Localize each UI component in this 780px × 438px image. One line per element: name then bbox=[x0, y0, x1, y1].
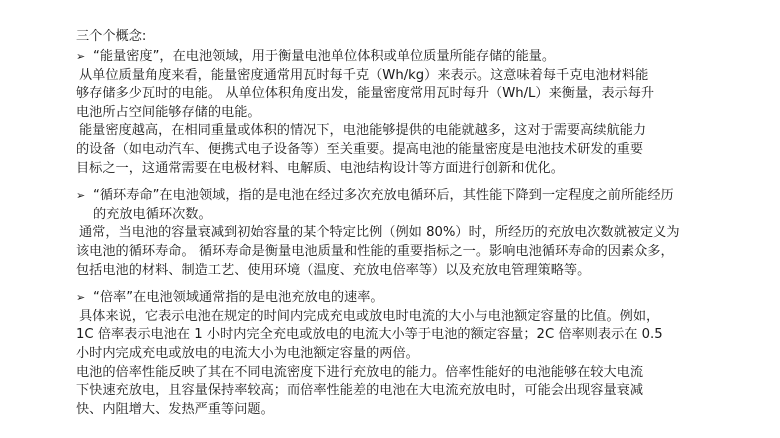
bullet-line bbox=[76, 48, 766, 67]
section-rate bbox=[76, 289, 766, 419]
section-cycle-life bbox=[76, 187, 766, 280]
paragraph-line: 够存储多少瓦时的电能。 从单位体积角度出发，能量密度常用瓦时每升（Wh/L）来衡量，表示每升 bbox=[76, 86, 655, 102]
paragraph-line: 具体来说，它表示电池在规定的时间内完成充电或放电时电流的大小与电池额定容量的比值。例如， bbox=[79, 308, 660, 324]
paragraph-line: 电池所占空间能够存储的电能。 bbox=[76, 104, 261, 120]
bullet-continuation: 的充放电循环次数。 bbox=[93, 206, 212, 222]
document-body bbox=[76, 27, 766, 419]
section-energy-density bbox=[76, 48, 766, 178]
paragraph-line: 能量密度越高，在相同重量或体积的情况下，电池能够提供的电能就越多，这对于需要高续航能力 bbox=[79, 123, 647, 139]
bullet-text: “倍率”在电池领域通常指的是电池充放电的速率。 bbox=[93, 290, 384, 306]
bullet-text: “循环寿命”在电池领域，指的是电池在经过多次充放电循环后，其性能下降到一定程度之前所能经历 bbox=[93, 188, 674, 204]
bullet-line bbox=[76, 289, 766, 308]
paragraph-line: 电池的倍率性能反映了其在不同电流密度下进行充放电的能力。倍率性能好的电池能够在较大电流 bbox=[76, 364, 644, 380]
document-heading: 三个个概念: bbox=[76, 29, 147, 44]
paragraph-line: 的设备（如电动汽车、便携式电子设备等）至关重要。提高电池的能量密度是电池技术研发的重要 bbox=[76, 141, 644, 157]
section-gap bbox=[76, 178, 766, 187]
bullet-text: “能量密度”，在电池领域，用于衡量电池单位体积或单位质量所能存储的能量。 bbox=[93, 49, 556, 64]
paragraph-line: 小时内完成充电或放电的电流大小为电池额定容量的两倍。 bbox=[76, 345, 419, 361]
arrowhead-bullet-icon: ➢ bbox=[76, 189, 86, 203]
paragraph-line: 1C 倍率表示电池在 1 小时内完全充电或放电的电流大小等于电池的额定容量；2C 倍率则表示在 0.5 bbox=[76, 327, 663, 343]
arrowhead-bullet-icon: ➢ bbox=[76, 291, 86, 305]
section-gap bbox=[76, 280, 766, 289]
paragraph-line: 从单位质量角度来看，能量密度通常用瓦时每千克（Wh/kg）来表示。这意味着每千克电池材料能 bbox=[79, 67, 649, 83]
paragraph-line: 该电池的循环寿命。 循环寿命是衡量电池质量和性能的重要指标之一。影响电池循环寿命的因素众多， bbox=[76, 243, 674, 259]
paragraph-line: 目标之一，这通常需要在电极材料、电解质、电池结构设计等方面进行创新和优化。 bbox=[76, 160, 564, 176]
paragraph-line: 快、内阻增大、发热严重等问题。 bbox=[76, 401, 274, 417]
arrowhead-bullet-icon: ➢ bbox=[76, 50, 86, 63]
paragraph-line: 通常，当电池的容量衰减到初始容量的某个特定比例（例如 80%）时，所经历的充放电次数就被定义为 bbox=[79, 225, 680, 241]
paragraph-line: 下快速充放电，且容量保持率较高；而倍率性能差的电池在大电流充放电时，可能会出现容量衰减 bbox=[76, 383, 644, 399]
bullet-line bbox=[76, 187, 766, 206]
paragraph-line: 包括电池的材料、制造工艺、使用环境（温度、充放电倍率等）以及充放电管理策略等。 bbox=[76, 262, 591, 278]
